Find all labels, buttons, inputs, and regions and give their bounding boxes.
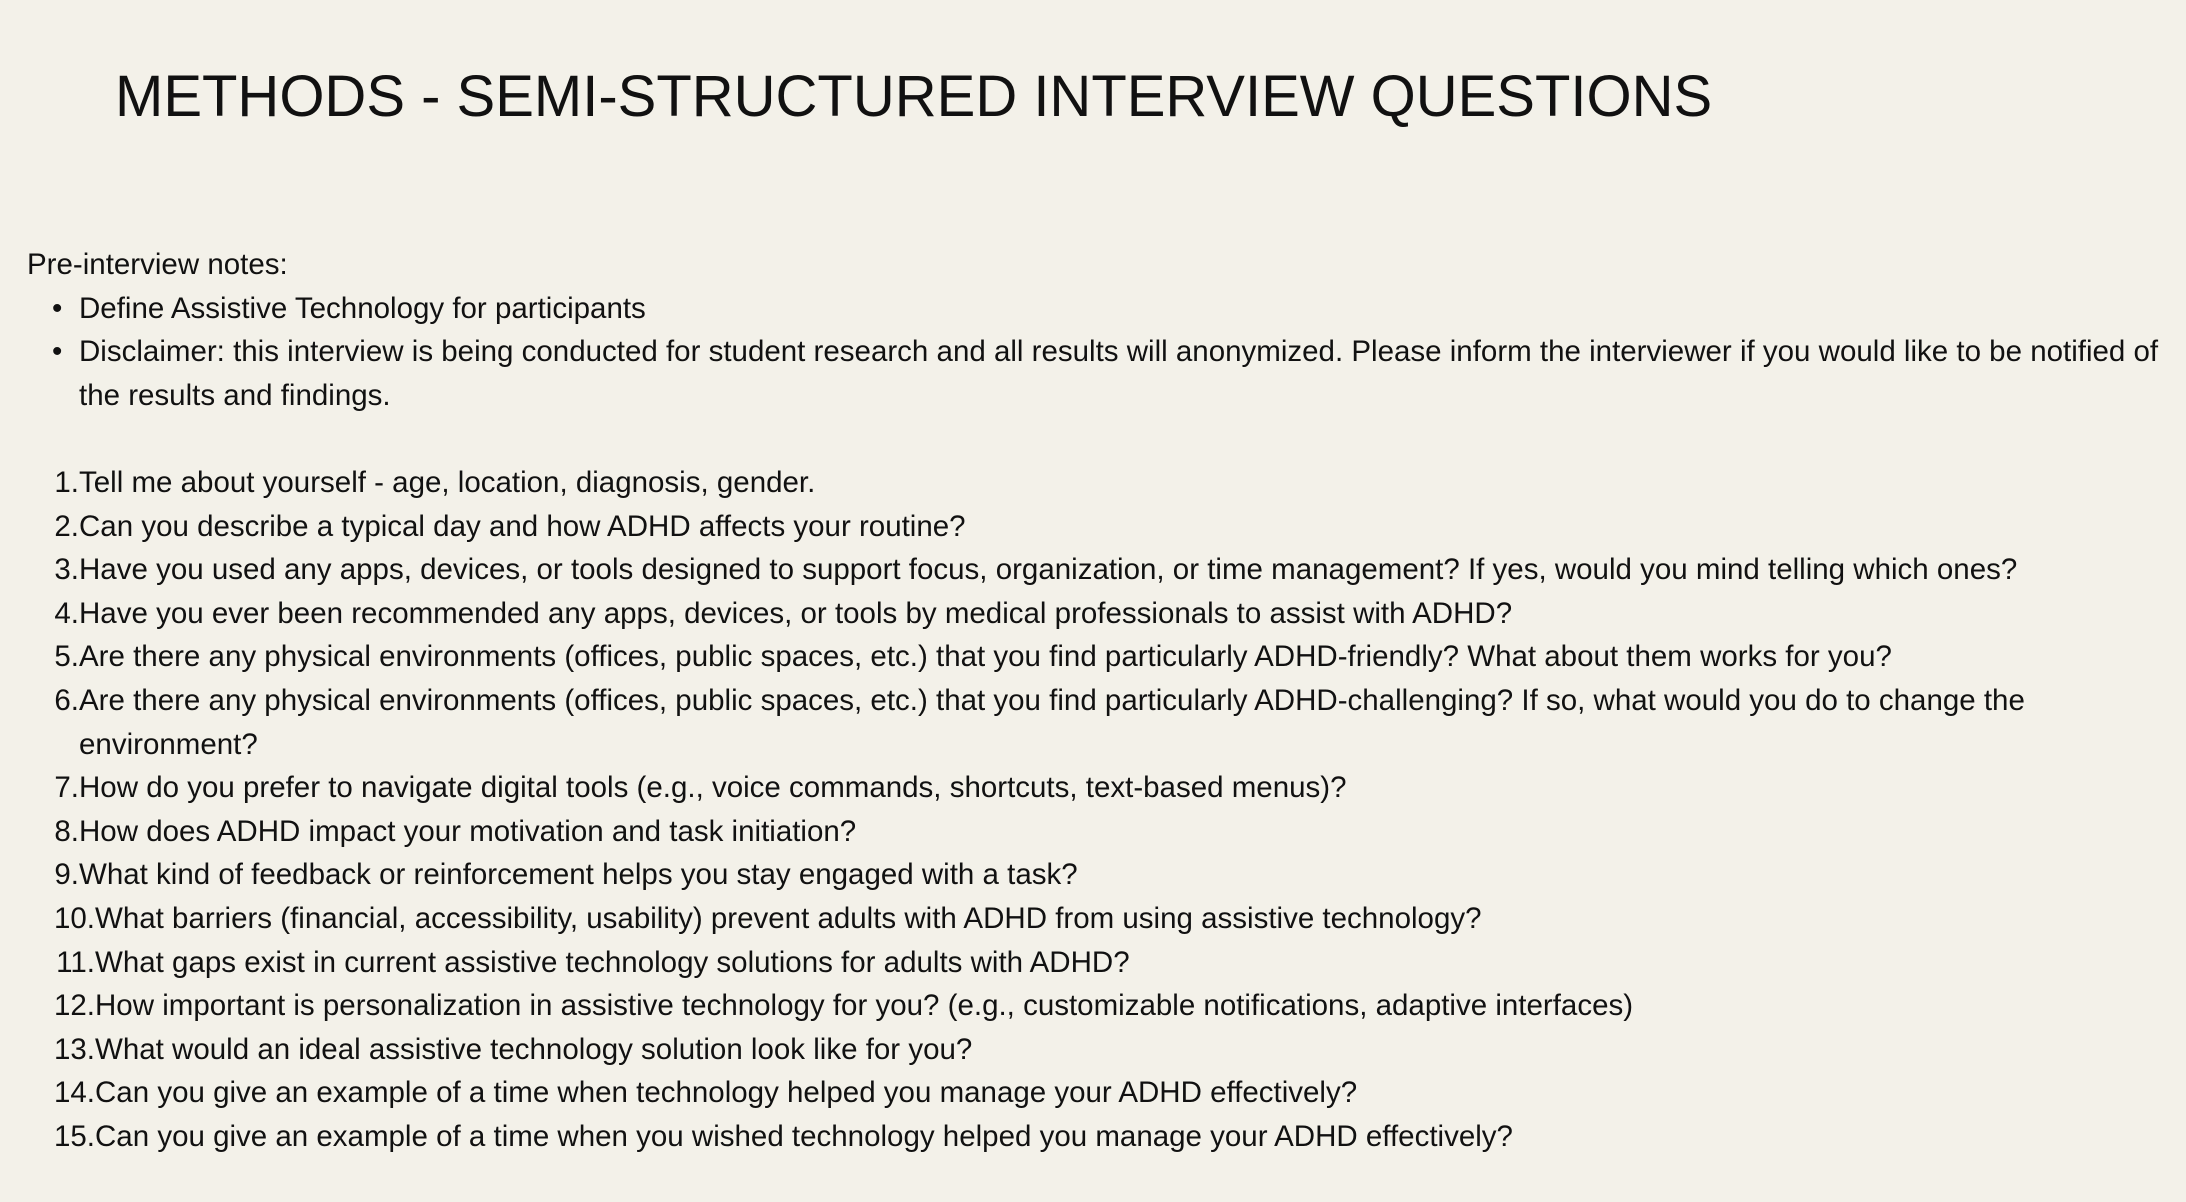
pre-interview-list xyxy=(27,287,2167,418)
list-item xyxy=(27,1028,2167,1072)
list-item xyxy=(27,592,2167,636)
list-item xyxy=(27,941,2167,985)
question-number: 9. xyxy=(54,858,79,892)
question-number: 1. xyxy=(54,465,79,499)
question-text: What would an ideal assistive technology solution look like for you? xyxy=(95,1032,973,1066)
question-text: Can you give an example of a time when you wished technology helped you manage your ADHD effectively? xyxy=(95,1119,1513,1153)
note-text: Define Assistive Technology for participants xyxy=(79,291,646,325)
question-text: How important is personalization in assistive technology for you? (e.g., customizable notifications, adaptive interfaces) xyxy=(95,989,1634,1023)
list-item xyxy=(27,853,2167,897)
list-item xyxy=(27,287,2167,331)
question-text: Are there any physical environments (offices, public spaces, etc.) that you find particularly ADHD-challenging? If so, what would you do to change the environment? xyxy=(79,683,2025,761)
question-text: Tell me about yourself - age, location, diagnosis, gender. xyxy=(79,465,816,499)
list-item xyxy=(27,461,2167,505)
question-number: 8. xyxy=(54,814,79,848)
question-number: 12. xyxy=(53,989,95,1023)
question-number: 15. xyxy=(53,1119,95,1153)
list-item xyxy=(27,810,2167,854)
list-item xyxy=(27,679,2167,766)
list-item xyxy=(27,548,2167,592)
question-number: 14. xyxy=(53,1076,95,1110)
list-item xyxy=(27,635,2167,679)
question-text: Have you used any apps, devices, or tools designed to support focus, organization, or time management? If yes, would you mind telling which ones? xyxy=(79,553,2018,587)
question-text: Can you describe a typical day and how ADHD affects your routine? xyxy=(79,509,966,543)
list-item xyxy=(27,1071,2167,1115)
question-text: How do you prefer to navigate digital tools (e.g., voice commands, shortcuts, text-based menus)? xyxy=(79,771,1347,805)
question-number: 3. xyxy=(54,553,79,587)
pre-interview-heading: Pre-interview notes: xyxy=(27,248,288,281)
question-text: What barriers (financial, accessibility, usability) prevent adults with ADHD from using assistive technology? xyxy=(95,901,1482,935)
slide-content xyxy=(27,243,2167,1158)
question-number: 13. xyxy=(53,1032,95,1066)
list-item xyxy=(27,984,2167,1028)
bullet-icon: • xyxy=(52,335,63,369)
question-text: How does ADHD impact your motivation and task initiation? xyxy=(79,814,857,848)
list-item xyxy=(27,505,2167,549)
question-text: Have you ever been recommended any apps, devices, or tools by medical professionals to assist with ADHD? xyxy=(79,596,1513,630)
bullet-icon: • xyxy=(52,291,63,325)
question-number: 4. xyxy=(54,596,79,630)
questions-list xyxy=(27,461,2167,1159)
list-item xyxy=(27,1115,2167,1159)
question-text: What kind of feedback or reinforcement helps you stay engaged with a task? xyxy=(79,858,1078,892)
page-title: METHODS - SEMI-STRUCTURED INTERVIEW QUESTIONS xyxy=(115,64,1713,129)
question-text: What gaps exist in current assistive technology solutions for adults with ADHD? xyxy=(95,945,1130,979)
list-item xyxy=(27,766,2167,810)
question-number: 11. xyxy=(56,945,95,979)
note-text: Disclaimer: this interview is being conducted for student research and all results will anonymized. Please inform the interviewer if you would like to be notified of the results and findings. xyxy=(79,335,2159,412)
question-text: Can you give an example of a time when technology helped you manage your ADHD effectively? xyxy=(95,1076,1358,1110)
list-item xyxy=(27,330,2167,417)
question-number: 10. xyxy=(53,901,95,935)
question-text: Are there any physical environments (offices, public spaces, etc.) that you find particularly ADHD-friendly? What about them works for you? xyxy=(79,640,1892,674)
spacer xyxy=(27,417,2167,461)
question-number: 6. xyxy=(54,683,79,717)
question-number: 5. xyxy=(54,640,79,674)
question-number: 7. xyxy=(54,771,79,805)
list-item xyxy=(27,897,2167,941)
question-number: 2. xyxy=(54,509,79,543)
